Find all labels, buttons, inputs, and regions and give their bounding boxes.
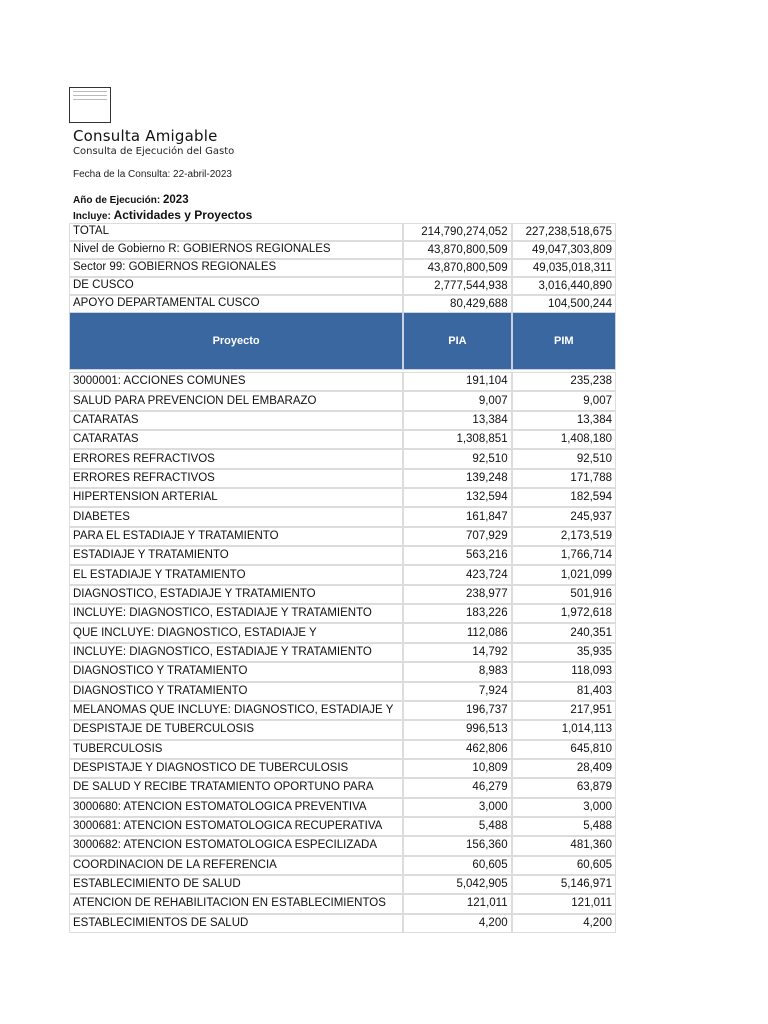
- table-row-pim: 121,011: [512, 894, 616, 913]
- table-row: [69, 643, 616, 662]
- summary-table: [69, 223, 616, 313]
- table-row-proyecto: QUE INCLUYE: DIAGNOSTICO, ESTADIAJE Y: [69, 623, 403, 642]
- table-row: [69, 469, 616, 488]
- table-row: [69, 585, 616, 604]
- execution-year-value: 2023: [163, 194, 189, 206]
- table-row-pia: 139,248: [403, 469, 511, 488]
- table-row-pia: 423,724: [403, 565, 511, 584]
- table-row-pia: 183,226: [403, 604, 511, 623]
- table-row-pim: 645,810: [512, 740, 616, 759]
- includes: [73, 208, 252, 222]
- table-row: [69, 546, 616, 565]
- table-row-proyecto: ATENCION DE REHABILITACION EN ESTABLECIMIENTOS: [69, 894, 403, 913]
- table-row: [69, 662, 616, 681]
- table-row-proyecto: DIAGNOSTICO Y TRATAMIENTO: [69, 662, 403, 681]
- table-row: [69, 914, 616, 933]
- table-row-proyecto: DIAGNOSTICO Y TRATAMIENTO: [69, 682, 403, 701]
- table-row-pia: 3,000: [403, 798, 511, 817]
- table-row-proyecto: HIPERTENSION ARTERIAL: [69, 488, 403, 507]
- table-row: [69, 411, 616, 430]
- table-row: [69, 701, 616, 720]
- table-row-pia: 238,977: [403, 585, 511, 604]
- table-row: [69, 604, 616, 623]
- summary-row-pia: 80,429,688: [403, 295, 511, 313]
- summary-row-pim: 3,016,440,890: [512, 277, 616, 295]
- table-row-proyecto: ESTABLECIMIENTO DE SALUD: [69, 875, 403, 894]
- table-row-proyecto: DESPISTAJE DE TUBERCULOSIS: [69, 720, 403, 739]
- table-row: [69, 759, 616, 778]
- table-row-pim: 1,021,099: [512, 565, 616, 584]
- table-row-pim: 118,093: [512, 662, 616, 681]
- table-row-pim: 171,788: [512, 469, 616, 488]
- table-row-pim: 2,173,519: [512, 527, 616, 546]
- table-row-pim: 13,384: [512, 411, 616, 430]
- summary-row-label: Nivel de Gobierno R: GOBIERNOS REGIONALES: [69, 241, 403, 259]
- table-row: [69, 488, 616, 507]
- table-row: [69, 527, 616, 546]
- table-row-pim: 5,146,971: [512, 875, 616, 894]
- table-row-pia: 60,605: [403, 856, 511, 875]
- table-row: [69, 720, 616, 739]
- summary-row-pim: 227,238,518,675: [512, 223, 616, 241]
- query-date: Fecha de la Consulta: 22-abril-2023: [73, 169, 232, 180]
- table-row-proyecto: INCLUYE: DIAGNOSTICO, ESTADIAJE Y TRATAMIENTO: [69, 604, 403, 623]
- table-row-pim: 92,510: [512, 449, 616, 468]
- table-row-pia: 462,806: [403, 740, 511, 759]
- table-row: [69, 740, 616, 759]
- projects-table: [69, 372, 616, 933]
- table-row-proyecto: CATARATAS: [69, 430, 403, 449]
- includes-value: Actividades y Proyectos: [113, 208, 253, 222]
- page-subtitle: Consulta de Ejecución del Gasto: [73, 146, 235, 157]
- table-row-pim: 60,605: [512, 856, 616, 875]
- table-row: [69, 875, 616, 894]
- summary-row-pia: 214,790,274,052: [403, 223, 511, 241]
- includes-label: Incluye:: [73, 211, 111, 222]
- table-row-pim: 5,488: [512, 817, 616, 836]
- table-row-pim: 1,014,113: [512, 720, 616, 739]
- summary-row-pia: 43,870,800,509: [403, 259, 511, 277]
- table-row: [69, 798, 616, 817]
- table-row: [69, 391, 616, 410]
- table-row-pim: 63,879: [512, 778, 616, 797]
- summary-row: [69, 277, 616, 295]
- table-row-pim: 4,200: [512, 914, 616, 933]
- table-row-proyecto: DESPISTAJE Y DIAGNOSTICO DE TUBERCULOSIS: [69, 759, 403, 778]
- logo-image: [69, 87, 111, 123]
- table-header: [69, 312, 616, 370]
- table-row-pia: 4,200: [403, 914, 511, 933]
- table-row-pia: 9,007: [403, 391, 511, 410]
- table-row-pia: 121,011: [403, 894, 511, 913]
- table-row-pim: 1,408,180: [512, 430, 616, 449]
- table-row-proyecto: DIABETES: [69, 507, 403, 526]
- table-row-proyecto: INCLUYE: DIAGNOSTICO, ESTADIAJE Y TRATAMIENTO: [69, 643, 403, 662]
- summary-row-pim: 49,047,303,809: [512, 241, 616, 259]
- column-header-pim[interactable]: PIM: [512, 312, 616, 370]
- summary-row-pim: 49,035,018,311: [512, 259, 616, 277]
- page-title: Consulta Amigable: [73, 127, 218, 145]
- table-row-pia: 46,279: [403, 778, 511, 797]
- table-row-pim: 245,937: [512, 507, 616, 526]
- table-row-proyecto: EL ESTADIAJE Y TRATAMIENTO: [69, 565, 403, 584]
- table-row-pia: 112,086: [403, 623, 511, 642]
- table-row: [69, 778, 616, 797]
- table-row-pim: 481,360: [512, 836, 616, 855]
- summary-row: [69, 295, 616, 313]
- table-row-pia: 707,929: [403, 527, 511, 546]
- table-row-pia: 161,847: [403, 507, 511, 526]
- table-row-proyecto: ESTADIAJE Y TRATAMIENTO: [69, 546, 403, 565]
- table-row-proyecto: 3000681: ATENCION ESTOMATOLOGICA RECUPERATIVA: [69, 817, 403, 836]
- table-row-pim: 28,409: [512, 759, 616, 778]
- table-row-pia: 196,737: [403, 701, 511, 720]
- table-row-pia: 191,104: [403, 372, 511, 391]
- table-row-pia: 10,809: [403, 759, 511, 778]
- summary-row: [69, 241, 616, 259]
- summary-row: [69, 223, 616, 241]
- table-row-pim: 1,972,618: [512, 604, 616, 623]
- summary-row-label: APOYO DEPARTAMENTAL CUSCO: [69, 295, 403, 313]
- table-row-pim: 35,935: [512, 643, 616, 662]
- table-row-proyecto: DIAGNOSTICO, ESTADIAJE Y TRATAMIENTO: [69, 585, 403, 604]
- table-row: [69, 449, 616, 468]
- table-row: [69, 894, 616, 913]
- summary-row-pim: 104,500,244: [512, 295, 616, 313]
- table-row-pia: 13,384: [403, 411, 511, 430]
- table-row-proyecto: COORDINACION DE LA REFERENCIA: [69, 856, 403, 875]
- table-row-pim: 217,951: [512, 701, 616, 720]
- table-row-proyecto: 3000001: ACCIONES COMUNES: [69, 372, 403, 391]
- summary-row-label: DE CUSCO: [69, 277, 403, 295]
- table-row-pia: 5,488: [403, 817, 511, 836]
- table-row-proyecto: MELANOMAS QUE INCLUYE: DIAGNOSTICO, ESTADIAJE Y: [69, 701, 403, 720]
- table-row-proyecto: CATARATAS: [69, 411, 403, 430]
- table-row-pia: 92,510: [403, 449, 511, 468]
- summary-row: [69, 259, 616, 277]
- summary-row-pia: 43,870,800,509: [403, 241, 511, 259]
- table-row: [69, 507, 616, 526]
- summary-row-label: TOTAL: [69, 223, 403, 241]
- table-row-proyecto: ERRORES REFRACTIVOS: [69, 449, 403, 468]
- table-row-proyecto: SALUD PARA PREVENCION DEL EMBARAZO: [69, 391, 403, 410]
- table-row-pia: 996,513: [403, 720, 511, 739]
- table-row-proyecto: DE SALUD Y RECIBE TRATAMIENTO OPORTUNO PARA: [69, 778, 403, 797]
- table-row: [69, 682, 616, 701]
- table-row-pim: 182,594: [512, 488, 616, 507]
- table-row-proyecto: 3000680: ATENCION ESTOMATOLOGICA PREVENTIVA: [69, 798, 403, 817]
- table-row-pia: 156,360: [403, 836, 511, 855]
- table-row-pim: 240,351: [512, 623, 616, 642]
- execution-year-label: Año de Ejecución:: [73, 195, 161, 206]
- table-row: [69, 856, 616, 875]
- table-row: [69, 430, 616, 449]
- table-row-pia: 8,983: [403, 662, 511, 681]
- column-header-pia[interactable]: PIA: [403, 312, 511, 370]
- table-row-pim: 1,766,714: [512, 546, 616, 565]
- table-row: [69, 372, 616, 391]
- table-row-pia: 563,216: [403, 546, 511, 565]
- table-row-pia: 14,792: [403, 643, 511, 662]
- table-row-pim: 3,000: [512, 798, 616, 817]
- table-row-proyecto: ESTABLECIMIENTOS DE SALUD: [69, 914, 403, 933]
- summary-row-label: Sector 99: GOBIERNOS REGIONALES: [69, 259, 403, 277]
- table-row: [69, 817, 616, 836]
- execution-year: [73, 194, 189, 206]
- table-row-pim: 81,403: [512, 682, 616, 701]
- summary-row-pia: 2,777,544,938: [403, 277, 511, 295]
- table-row-pim: 501,916: [512, 585, 616, 604]
- table-row: [69, 565, 616, 584]
- table-row: [69, 836, 616, 855]
- column-header-proyecto[interactable]: Proyecto: [69, 312, 403, 370]
- table-row-proyecto: ERRORES REFRACTIVOS: [69, 469, 403, 488]
- table-row-pia: 1,308,851: [403, 430, 511, 449]
- table-row-pim: 9,007: [512, 391, 616, 410]
- table-row-pia: 5,042,905: [403, 875, 511, 894]
- table-row: [69, 623, 616, 642]
- table-row-pim: 235,238: [512, 372, 616, 391]
- table-row-pia: 132,594: [403, 488, 511, 507]
- table-row-pia: 7,924: [403, 682, 511, 701]
- table-row-proyecto: 3000682: ATENCION ESTOMATOLOGICA ESPECILIZADA: [69, 836, 403, 855]
- table-row-proyecto: PARA EL ESTADIAJE Y TRATAMIENTO: [69, 527, 403, 546]
- table-row-proyecto: TUBERCULOSIS: [69, 740, 403, 759]
